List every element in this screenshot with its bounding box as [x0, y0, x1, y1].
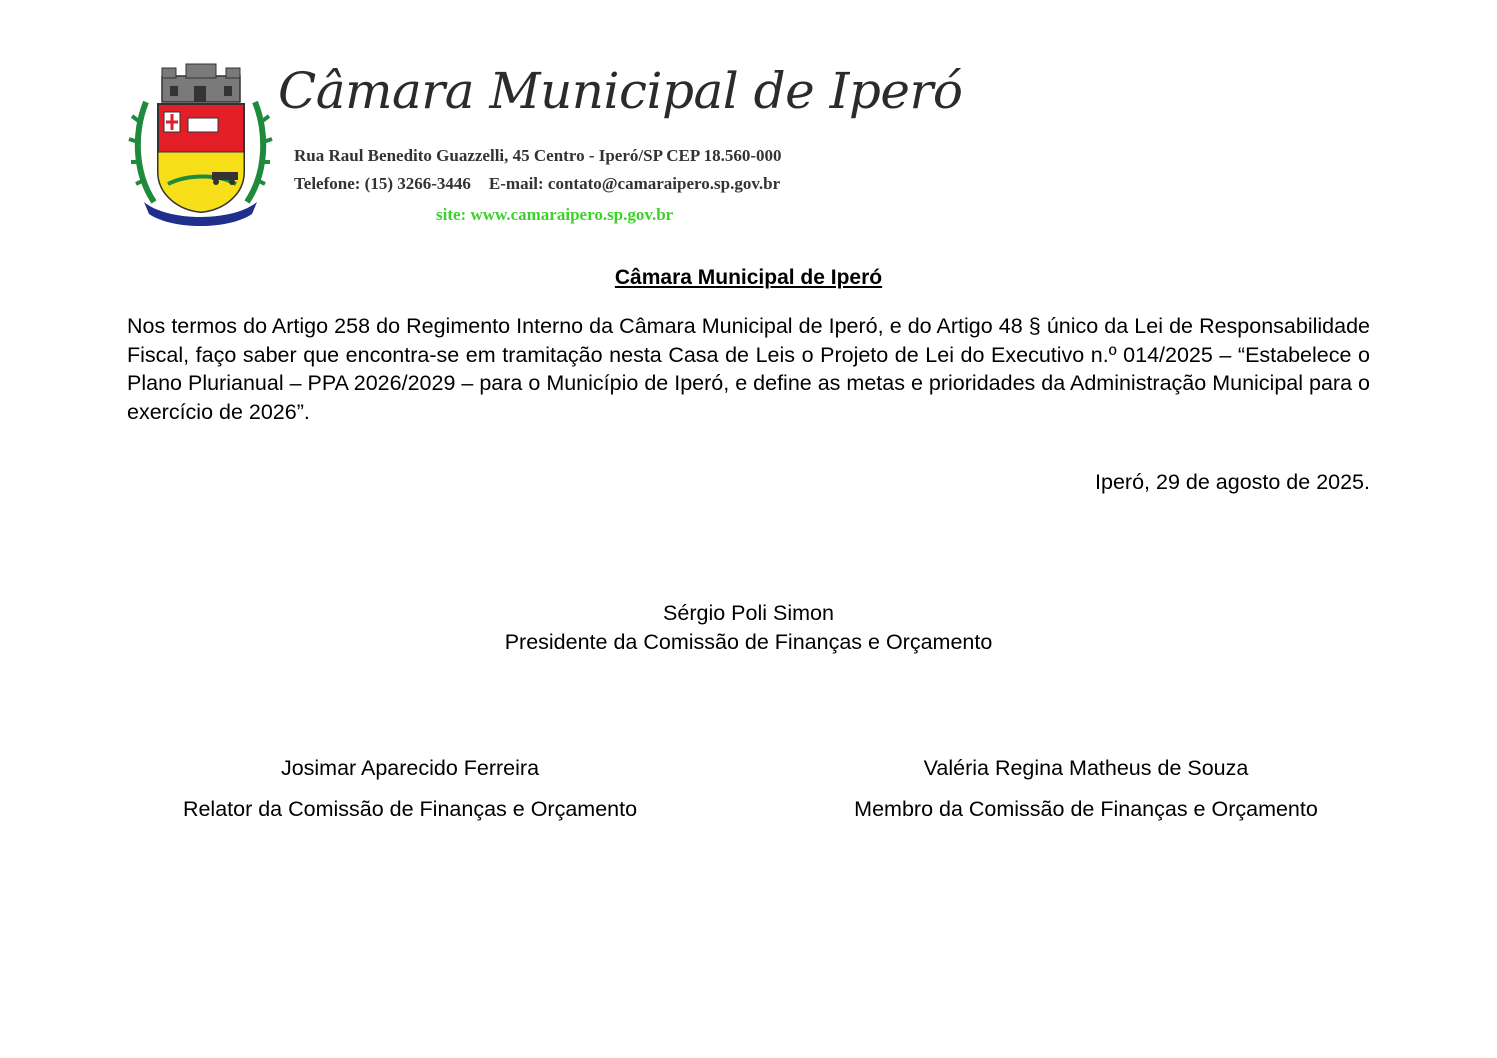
- signer-name: Sérgio Poli Simon: [663, 601, 834, 625]
- letterhead: [128, 62, 963, 232]
- letterhead-email: E-mail: contato@camaraipero.sp.gov.br: [488, 174, 781, 193]
- signer-name: Valéria Regina Matheus de Souza: [923, 756, 1249, 780]
- document-body: Nos termos do Artigo 258 do Regimento Interno da Câmara Municipal de Iperó, e do Artigo 48 § único da Lei de Responsabilidade Fiscal, faço saber que encontra-se em tramitação nesta Casa de Leis o Projeto de Lei do Executivo n.º 014/2025 – “Estabelece o Plano Plurianual – PPA 2026/2029 – para o Município de Iperó, e define as metas e prioridades da Administração Municipal para o exercício de 2026”.: [127, 314, 1370, 424]
- letterhead-phone: Telefone: (15) 3266-3446: [294, 174, 471, 193]
- letterhead-site: site: www.camaraipero.sp.gov.br: [436, 205, 674, 224]
- document-date: Iperó, 29 de agosto de 2025.: [1095, 470, 1370, 494]
- municipal-crest-icon: [128, 62, 273, 227]
- letterhead-title: Câmara Municipal de Iperó: [278, 62, 963, 120]
- signer-role: Membro da Comissão de Finanças e Orçamento: [854, 797, 1318, 821]
- signature-president: [0, 599, 1497, 657]
- signer-role: Relator da Comissão de Finanças e Orçamento: [182, 797, 638, 821]
- signer-name: Josimar Aparecido Ferreira: [280, 756, 540, 780]
- letterhead-contact: [294, 174, 780, 194]
- signer-role: Presidente da Comissão de Finanças e Orçamento: [504, 630, 993, 654]
- document-heading: Câmara Municipal de Iperó: [614, 266, 883, 289]
- signature-member: [786, 756, 1386, 822]
- letterhead-address: Rua Raul Benedito Guazzelli, 45 Centro - Iperó/SP CEP 18.560-000: [294, 146, 782, 165]
- signature-rapporteur: [110, 756, 710, 822]
